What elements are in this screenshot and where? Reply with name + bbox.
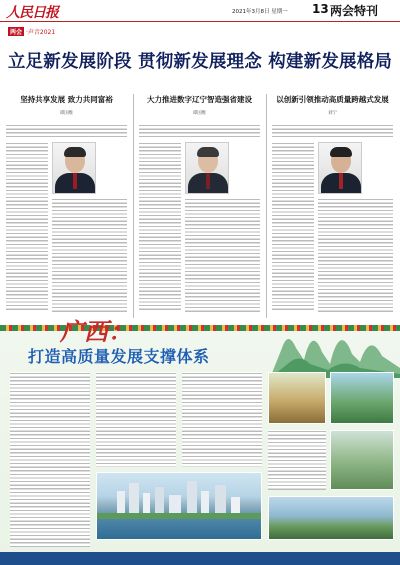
article-body-text bbox=[52, 198, 127, 312]
feature-photo-landscape bbox=[330, 372, 394, 424]
section-title: 两会特刊 bbox=[330, 4, 379, 18]
feature-subtitle: 打造高质量发展支撑体系 bbox=[28, 347, 210, 366]
article-1 bbox=[6, 94, 127, 318]
article-lead-text bbox=[6, 124, 127, 138]
masthead bbox=[0, 0, 400, 22]
newspaper-logo: 人民日报 bbox=[6, 5, 58, 21]
feature-photo-village bbox=[330, 430, 394, 490]
author-portrait bbox=[185, 142, 229, 194]
article-title: 坚持共享发展 致力共同富裕 bbox=[20, 95, 113, 104]
article-title: 以创新引领推动高质量跨越式发展 bbox=[276, 95, 389, 104]
column-tag: 两会 bbox=[10, 29, 23, 36]
page-headline: 立足新发展阶段 贯彻新发展理念 构建新发展格局 bbox=[7, 52, 393, 72]
article-title: 大力推进数字辽宁智造强省建设 bbox=[147, 95, 252, 104]
issue-date: 2021年3月8日 星期一 bbox=[232, 9, 288, 15]
article-body-text bbox=[318, 198, 393, 312]
column-label: ·声音2021 bbox=[26, 29, 56, 36]
column-badge bbox=[8, 27, 55, 36]
article-body-text bbox=[139, 142, 181, 312]
feature-title: 广西： bbox=[60, 317, 132, 346]
column-divider bbox=[266, 94, 267, 318]
column-divider bbox=[133, 94, 134, 318]
author-portrait bbox=[52, 142, 96, 194]
feature-body-text bbox=[182, 372, 262, 467]
article-body-text bbox=[272, 142, 314, 312]
feature-photo-facility bbox=[268, 372, 326, 424]
article-3 bbox=[272, 94, 393, 318]
feature-body-text bbox=[96, 372, 176, 467]
feature-body-text bbox=[10, 372, 90, 547]
article-2 bbox=[139, 94, 260, 318]
feature-body-text bbox=[268, 430, 326, 490]
page-number: 13 bbox=[312, 2, 329, 16]
skyline-illustration bbox=[97, 473, 262, 540]
feature-footer-bar bbox=[0, 552, 400, 565]
article-byline: 谭国维 bbox=[59, 111, 74, 116]
article-lead-text bbox=[139, 124, 260, 138]
article-body-text bbox=[6, 142, 48, 312]
author-portrait bbox=[318, 142, 362, 194]
feature-photo-city-skyline bbox=[96, 472, 262, 540]
article-byline: 刘宁 bbox=[328, 111, 337, 116]
article-byline: 谭国维 bbox=[192, 111, 207, 116]
article-lead-text bbox=[272, 124, 393, 138]
karst-hills-illustration bbox=[270, 318, 400, 378]
feature-photo-waterfront bbox=[268, 496, 394, 540]
article-body-text bbox=[185, 198, 260, 312]
